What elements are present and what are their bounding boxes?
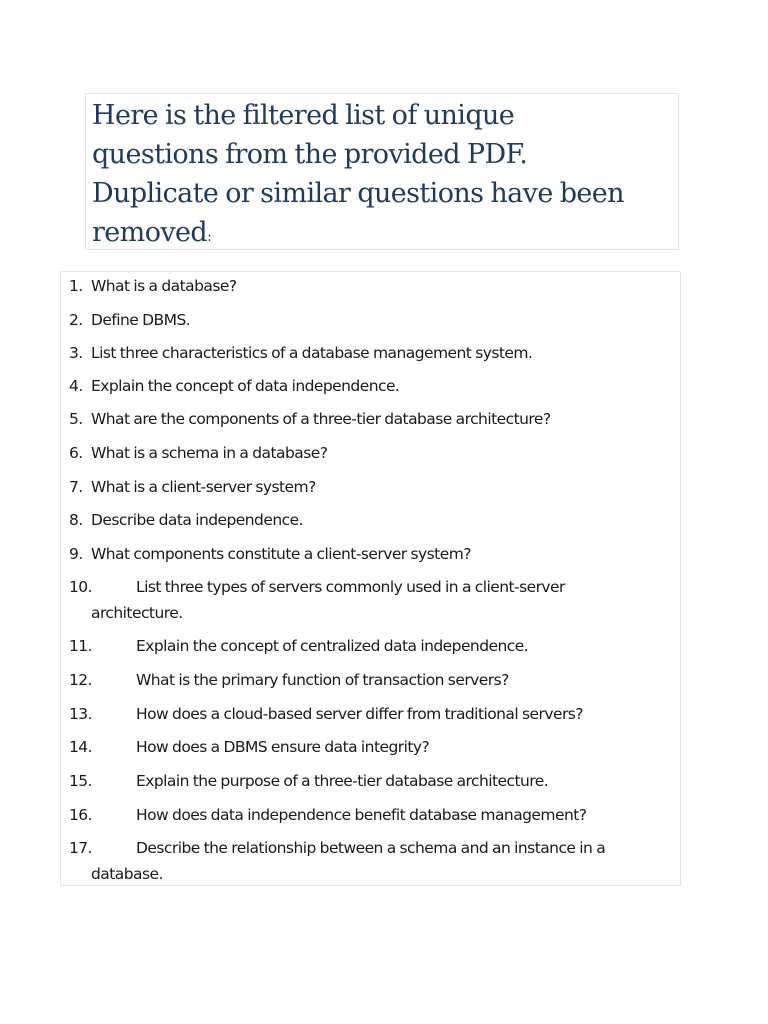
item-text: How does data independence benefit database management? [136, 806, 587, 824]
item-number: 1. [69, 277, 83, 295]
item-text: Explain the concept of data independence. [91, 377, 400, 395]
item-text: What components constitute a client-server system? [91, 545, 471, 563]
heading-line: questions from the provided PDF. [92, 139, 528, 170]
item-text: Explain the purpose of a three-tier database architecture. [136, 772, 549, 790]
item-text-continuation: architecture. [91, 604, 183, 622]
item-text: What is the primary function of transaction servers? [136, 671, 509, 689]
list-item [69, 771, 548, 791]
item-number: 17. [69, 839, 93, 857]
item-number: 6. [69, 444, 83, 462]
list-item [69, 376, 399, 396]
heading-line: removed [92, 217, 208, 248]
item-text: Explain the concept of centralized data independence. [136, 637, 529, 655]
item-number: 2. [69, 311, 83, 329]
list-item [69, 477, 316, 497]
list-item [69, 310, 190, 330]
item-text: What are the components of a three-tier database architecture? [91, 410, 551, 428]
item-text: Define DBMS. [91, 311, 191, 329]
item-number: 9. [69, 545, 83, 563]
item-number: 11. [69, 637, 93, 655]
heading-box [85, 93, 679, 250]
item-text: Describe data independence. [91, 511, 303, 529]
item-number: 16. [69, 806, 93, 824]
item-text: What is a schema in a database? [91, 444, 328, 462]
heading-colon: : [207, 229, 212, 245]
item-text: What is a database? [91, 277, 237, 295]
list-item [69, 737, 429, 757]
list-item [69, 636, 528, 656]
list-item [69, 343, 532, 363]
list-item [69, 704, 583, 724]
item-text-continuation: database. [91, 865, 163, 883]
list-item [69, 510, 303, 530]
item-text: List three characteristics of a database management system. [91, 344, 533, 362]
item-number: 14. [69, 738, 93, 756]
list-item [69, 276, 237, 296]
list-item [69, 838, 605, 884]
item-number: 7. [69, 478, 83, 496]
item-number: 8. [69, 511, 83, 529]
item-text: What is a client-server system? [91, 478, 316, 496]
item-number: 3. [69, 344, 83, 362]
list-item [69, 670, 509, 690]
item-number: 4. [69, 377, 83, 395]
list-item [69, 577, 565, 623]
heading-line: Duplicate or similar questions have been [92, 178, 624, 209]
list-item [69, 443, 327, 463]
list-item [69, 409, 551, 429]
item-text: List three types of servers commonly used in a client-server [136, 578, 565, 596]
item-number: 13. [69, 705, 93, 723]
item-number: 15. [69, 772, 93, 790]
question-list [60, 271, 681, 886]
item-number: 10. [69, 578, 93, 596]
item-text: How does a DBMS ensure data integrity? [136, 738, 430, 756]
item-text: How does a cloud-based server differ from traditional servers? [136, 705, 583, 723]
heading-text [92, 96, 678, 257]
item-number: 12. [69, 671, 93, 689]
heading-line: Here is the filtered list of unique [92, 100, 515, 131]
list-item [69, 805, 586, 825]
list-item [69, 544, 471, 564]
item-number: 5. [69, 410, 83, 428]
item-text: Describe the relationship between a schema and an instance in a [136, 839, 606, 857]
